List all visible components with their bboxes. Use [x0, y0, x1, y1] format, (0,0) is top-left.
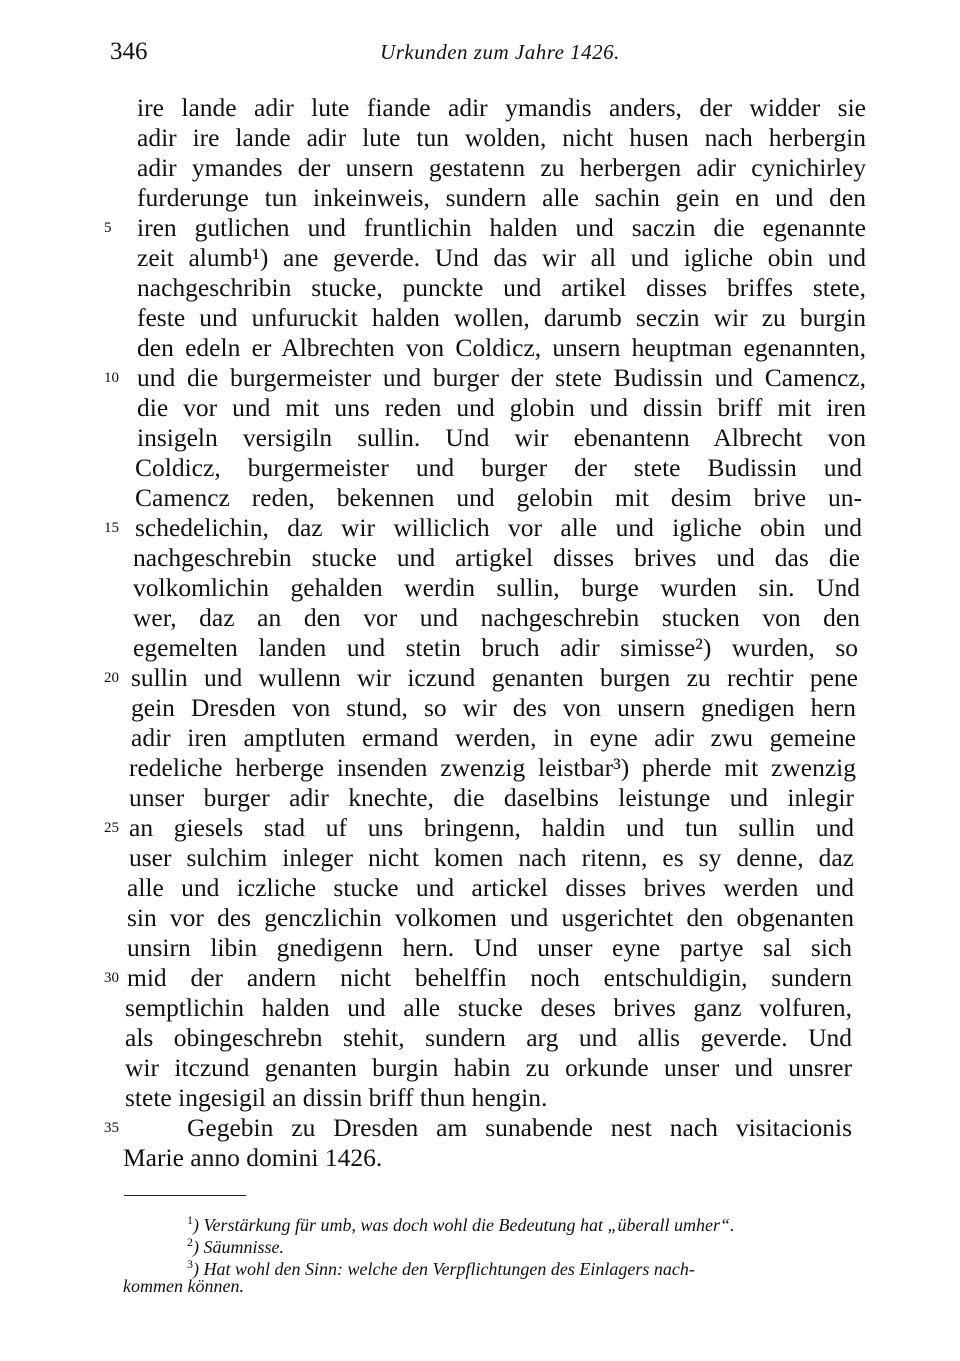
- page-number: 346: [110, 38, 148, 65]
- line-number: 5: [104, 220, 112, 236]
- text-line: adir ire lande adir lute tun wolden, nicht husen nach herbergin: [137, 123, 866, 152]
- line-number: 15: [104, 520, 119, 536]
- text-line: mid der andern nicht behelffin noch entschuldigin, sundern: [127, 963, 852, 992]
- text-line: Coldicz, burgermeister und burger der stete Budissin und: [135, 453, 862, 482]
- text-line: insigeln versigiln sullin. Und wir ebenantenn Albrecht von: [137, 423, 866, 452]
- text-line: unser burger adir knechte, die daselbins leistunge und inlegir: [129, 783, 854, 812]
- text-line: stete ingesigil an dissin briff thun hengin.: [125, 1083, 548, 1112]
- text-line: alle und iczliche stucke und artickel disses brives werden und: [127, 873, 854, 902]
- text-line: wer, daz an den vor und nachgeschrebin stucken von den: [133, 603, 860, 632]
- footnote-mark: 1: [187, 1213, 193, 1227]
- text-line: sullin und wullenn wir iczund genanten burgen zu rechtir pene: [131, 663, 858, 692]
- running-title: Urkunden zum Jahre 1426.: [380, 40, 620, 64]
- text-line: Marie anno domini 1426.: [123, 1143, 383, 1172]
- line-number: 10: [104, 370, 119, 386]
- text-line: volkomlichin gehalden werdin sullin, burge wurden sin. Und: [133, 573, 860, 602]
- text-line: furderunge tun inkeinweis, sundern alle sachin gein en und den: [137, 183, 866, 212]
- text-line: nachgeschrebin stucke und artigkel disses brives und das die: [133, 543, 860, 572]
- text-line: schedelichin, daz wir williclich vor alle und igliche obin und: [135, 513, 862, 542]
- footnote-separator: [124, 1195, 246, 1196]
- text-line: als obingeschrebn stehit, sundern arg und allis geverde. Und: [125, 1023, 852, 1052]
- page-header: [0, 38, 960, 78]
- text-line: sin vor des genczlichin volkomen und usgerichtet den obgenanten: [127, 903, 854, 932]
- line-number: 30: [104, 970, 119, 986]
- text-line: Gegebin zu Dresden am sunabende nest nach visitacionis: [187, 1113, 852, 1142]
- text-line: semptlichin halden und alle stucke deses brives ganz volfuren,: [125, 993, 852, 1022]
- text-line: wir itczund genanten burgin habin zu orkunde unser und unsrer: [125, 1053, 852, 1082]
- text-line: iren gutlichen und fruntlichin halden und saczin die egenannte: [137, 213, 866, 242]
- text-line: user sulchim inleger nicht komen nach ritenn, es sy denne, daz: [129, 843, 854, 872]
- footnote-mark: 3: [187, 1257, 193, 1271]
- footnote: [187, 1252, 695, 1281]
- text-line: die vor und mit uns reden und globin und dissin briff mit iren: [137, 393, 866, 422]
- text-line: ire lande adir lute fiande adir ymandis anders, der widder sie: [137, 93, 866, 122]
- text-line: redeliche herberge insenden zwenzig leistbar³) pherde mit zwenzig: [129, 753, 856, 782]
- text-line: unsirn libin gnedigenn hern. Und unser eyne partye sal sich: [127, 933, 852, 962]
- footnote-text: ) Verstärkung für umb, was doch wohl die Bedeutung hat „überall umher“.: [193, 1215, 735, 1235]
- text-line: und die burgermeister und burger der stete Budissin und Camencz,: [137, 363, 866, 392]
- footnote-text: ) Hat wohl den Sinn: welche den Verpflichtungen des Einlagers nach-: [193, 1259, 695, 1279]
- text-line: gein Dresden von stund, so wir des von unsern gnedigen hern: [131, 693, 856, 722]
- text-line: egemelten landen und stetin bruch adir simisse²) wurden, so: [133, 633, 858, 662]
- text-line: feste und unfuruckit halden wollen, darumb seczin wir zu burgin: [137, 303, 866, 332]
- text-line: den edeln er Albrechten von Coldicz, unsern heuptman egenannten,: [137, 333, 866, 362]
- text-line: zeit alumb¹) ane geverde. Und das wir all und igliche obin und: [137, 243, 866, 272]
- line-number: 20: [104, 670, 119, 686]
- footnote-mark: 2: [187, 1235, 193, 1249]
- text-line: Camencz reden, bekennen und gelobin mit desim brive un-: [135, 483, 862, 512]
- text-line: an giesels stad uf uns bringenn, haldin und tun sullin und: [129, 813, 854, 842]
- text-line: adir iren amptluten ermand werden, in eyne adir zwu gemeine: [131, 723, 856, 752]
- footnote-continuation: kommen können.: [123, 1276, 244, 1296]
- text-line: adir ymandes der unsern gestatenn zu herbergen adir cynichirley: [137, 153, 866, 182]
- line-number: 25: [104, 820, 119, 836]
- footnote-text: ) Säumnisse.: [193, 1237, 284, 1257]
- line-number: 35: [104, 1120, 119, 1136]
- text-line: nachgeschribin stucke, punckte und artikel disses briffes stete,: [137, 273, 866, 302]
